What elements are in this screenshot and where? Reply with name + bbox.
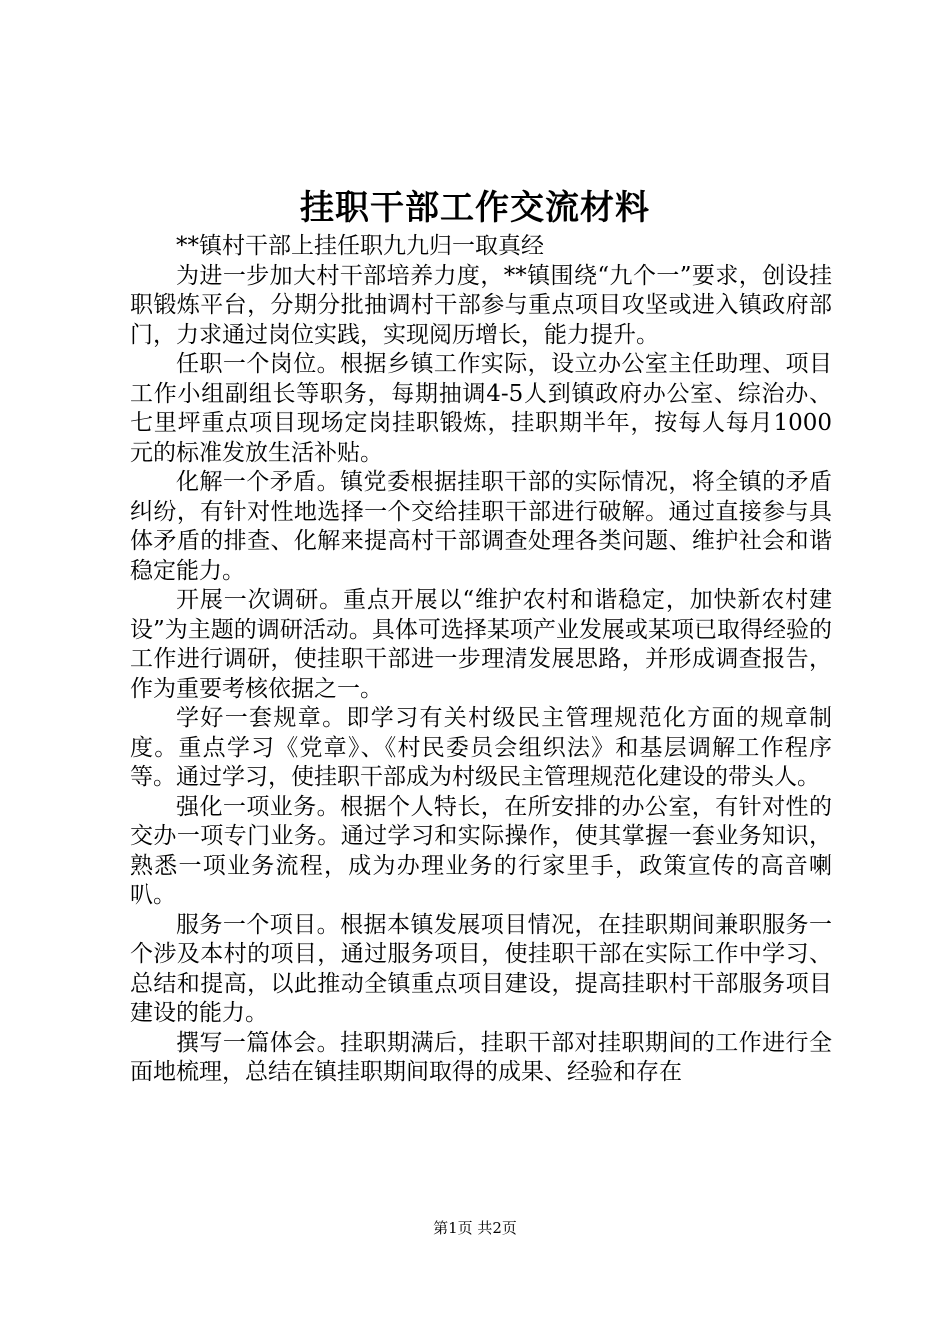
body-paragraph: 服务一个项目。根据本镇发展项目情况，在挂职期间兼职服务一个涉及本村的项目，通过服务项目，使挂职干部在实际工作中学习、总结和提高，以此推动全镇重点项目建设，提高挂职村干部服务项目建设的能力。 (130, 911, 832, 1026)
body-paragraph: 撰写一篇体会。挂职期满后，挂职干部对挂职期间的工作进行全面地梳理，总结在镇挂职期间取得的成果、经验和存在 (130, 1029, 832, 1085)
body-paragraph: 化解一个矛盾。镇党委根据挂职干部的实际情况，将全镇的矛盾纠纷，有针对性地选择一个交给挂职干部进行破解。通过直接参与具体矛盾的排查、化解来提高村干部调查处理各类问题、维护社会和谐稳定能力。 (130, 469, 832, 584)
body-paragraph: 强化一项业务。根据个人特长，在所安排的办公室，有针对性的交办一项专门业务。通过学习和实际操作，使其掌握一套业务知识，熟悉一项业务流程，成为办理业务的行家里手，政策宣传的高音喇叭。 (130, 793, 832, 908)
body-paragraph: 学好一套规章。即学习有关村级民主管理规范化方面的规章制度。重点学习《党章》、《村民委员会组织法》和基层调解工作程序等。通过学习，使挂职干部成为村级民主管理规范化建设的带头人。 (130, 705, 832, 790)
body-paragraph: 为进一步加大村干部培养力度，**镇围绕“九个一”要求，创设挂职锻炼平台，分期分批抽调村干部参与重点项目攻坚或进入镇政府部门，力求通过岗位实践，实现阅历增长，能力提升。 (130, 262, 832, 348)
document-body (130, 232, 832, 1088)
subtitle-paragraph: **镇村干部上挂任职九九归一取真经 (176, 233, 544, 259)
body-paragraph: 开展一次调研。重点开展以“维护农村和谐稳定，加快新农村建设”为主题的调研活动。具体可选择某项产业发展或某项已取得经验的工作进行调研，使挂职干部进一步理清发展思路，并形成调查报告，作为重要考核依据之一。 (130, 587, 832, 702)
document-title: 挂职干部工作交流材料 (300, 188, 650, 228)
page-footer: 第1页 共2页 (433, 1219, 517, 1237)
body-paragraph: 任职一个岗位。根据乡镇工作实际，设立办公室主任助理、项目工作小组副组长等职务，每期抽调4-5人到镇政府办公室、综治办、七里坪重点项目现场定岗挂职锻炼，挂职期半年，按每人每月1000元的标准发放生活补贴。 (130, 351, 832, 466)
